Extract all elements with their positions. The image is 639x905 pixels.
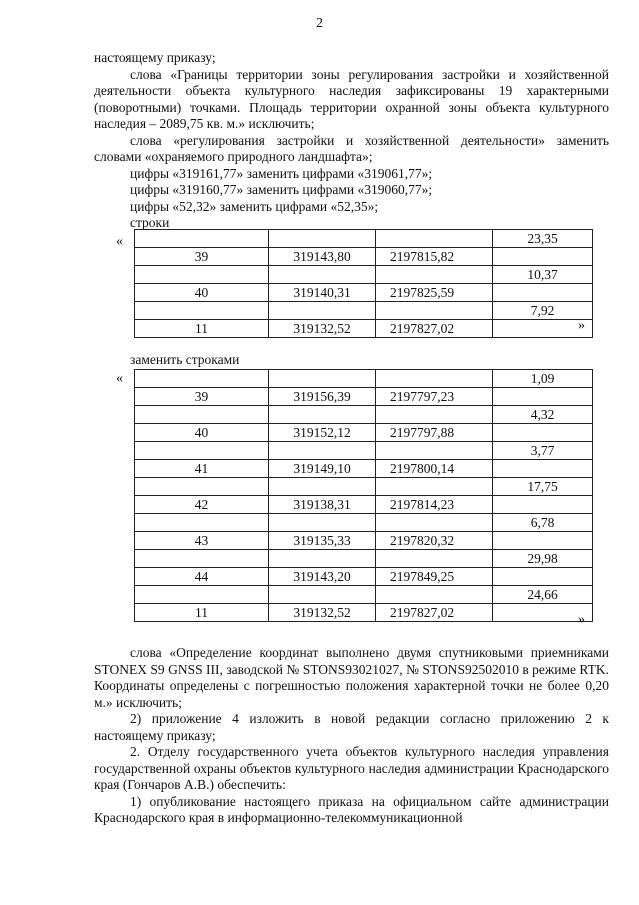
x-coordinate-cell [269,514,376,532]
point-cell: 11 [135,320,269,338]
y-coordinate-cell [376,514,493,532]
x-coordinate-cell: 319143,20 [269,568,376,586]
point-cell [135,230,269,248]
y-coordinate-cell: 2197849,25 [376,568,493,586]
y-coordinate-cell: 2197820,32 [376,532,493,550]
table-row [135,550,593,568]
y-coordinate-cell [376,302,493,320]
x-coordinate-cell: 319149,10 [269,460,376,478]
x-coordinate-cell [269,370,376,388]
paragraph-digits-3: цифры «52,32» заменить цифрами «52,35»; [130,198,379,214]
x-coordinate-cell: 319135,33 [269,532,376,550]
open-quote: « [116,234,123,249]
y-coordinate-cell: 2197797,23 [376,388,493,406]
y-coordinate-cell: 2197814,23 [376,496,493,514]
point-cell [135,586,269,604]
distance-cell: 3,77 [493,442,593,460]
paragraph-digits-1: цифры «319161,77» заменить цифрами «319061,77»; [130,165,433,181]
paragraph-words-replace: слова «регулирования застройки и хозяйственной деятельности» заменить словами «охраняемого природного ландшафта»; [94,132,609,164]
y-coordinate-cell [376,230,493,248]
table-row [135,460,593,478]
coordinates-table-new [134,369,593,622]
x-coordinate-cell [269,478,376,496]
y-coordinate-cell [376,550,493,568]
intro-block [94,50,609,232]
x-coordinate-cell: 319156,39 [269,388,376,406]
distance-cell [493,496,593,514]
x-coordinate-cell: 319132,52 [269,320,376,338]
point-cell: 39 [135,248,269,266]
x-coordinate-cell: 319140,31 [269,284,376,302]
table-row [135,604,593,622]
x-coordinate-cell [269,406,376,424]
distance-cell: 7,92 [493,302,593,320]
paragraph-rows-label: строки [130,215,170,230]
y-coordinate-cell [376,442,493,460]
point-cell: 11 [135,604,269,622]
paragraph-appendix: 2) приложение 4 изложить в новой редакции согласно приложению 2 к настоящему приказу; [94,711,609,743]
paragraph-digits-2: цифры «319160,77» заменить цифрами «319060,77»; [130,182,433,197]
distance-cell: 24,66 [493,586,593,604]
table-row [135,586,593,604]
point-cell: 43 [135,532,269,550]
distance-cell: 1,09 [493,370,593,388]
x-coordinate-cell [269,442,376,460]
y-coordinate-cell [376,406,493,424]
point-cell [135,550,269,568]
y-coordinate-cell: 2197797,88 [376,424,493,442]
table-row [135,302,593,320]
point-cell [135,514,269,532]
distance-cell: 29,98 [493,550,593,568]
distance-cell: 23,35 [493,230,593,248]
table-row [135,370,593,388]
paragraph-borders: слова «Границы территории зоны регулирования застройки и хозяйственной деятельности объекта культурного наследия зафиксированы 19 характерными (поворотными) точками. Площадь территории охранной зоны объекта культурного наследия – 2089,75 кв. м.» исключить; [94,66,609,131]
distance-cell [493,568,593,586]
y-coordinate-cell: 2197800,14 [376,460,493,478]
x-coordinate-cell: 319152,12 [269,424,376,442]
table-row [135,514,593,532]
x-coordinate-cell [269,230,376,248]
table-row [135,248,593,266]
x-coordinate-cell: 319132,52 [269,604,376,622]
point-cell: 44 [135,568,269,586]
y-coordinate-cell: 2197825,59 [376,284,493,302]
distance-cell [493,388,593,406]
close-quote: » [578,318,585,333]
close-quote: » [578,612,585,627]
table-row [135,496,593,514]
point-cell [135,442,269,460]
paragraph-stonex: слова «Определение координат выполнено двумя спутниковыми приемниками STONEX S9 GNSS III, заводской № STONS93021027, № STONS92502010 в режиме RTK. Координаты определены с погрешностью положения характерной точки не более 0,20 м.» исключить; [94,645,609,710]
table-row [135,406,593,424]
table-row [135,388,593,406]
y-coordinate-cell [376,586,493,604]
distance-cell: 17,75 [493,478,593,496]
coordinates-table-old [134,229,593,338]
paragraph-department: 2. Отделу государственного учета объектов культурного наследия управления государственной охраны объектов культурного наследия администрации Краснодарского края (Гончаров А.В.) обеспечить: [94,744,609,792]
table-row [135,424,593,442]
table-row [135,266,593,284]
x-coordinate-cell [269,586,376,604]
paragraph-publication: 1) опубликование настоящего приказа на официальном сайте администрации Краснодарского края в информационно-телекоммуникационной [94,793,609,825]
table-row [135,284,593,302]
distance-cell [493,532,593,550]
replace-label: заменить строками [130,352,240,367]
x-coordinate-cell [269,302,376,320]
y-coordinate-cell: 2197827,02 [376,320,493,338]
y-coordinate-cell [376,370,493,388]
point-cell: 39 [135,388,269,406]
point-cell: 42 [135,496,269,514]
y-coordinate-cell [376,266,493,284]
y-coordinate-cell [376,478,493,496]
point-cell [135,370,269,388]
table-row [135,230,593,248]
point-cell: 40 [135,424,269,442]
point-cell [135,406,269,424]
x-coordinate-cell: 319143,80 [269,248,376,266]
y-coordinate-cell: 2197815,82 [376,248,493,266]
table-row [135,320,593,338]
x-coordinate-cell: 319138,31 [269,496,376,514]
open-quote: « [116,371,123,386]
distance-cell: 6,78 [493,514,593,532]
point-cell [135,478,269,496]
distance-cell [493,460,593,478]
point-cell [135,302,269,320]
distance-cell [493,284,593,302]
point-cell: 41 [135,460,269,478]
point-cell [135,266,269,284]
distance-cell: 10,37 [493,266,593,284]
distance-cell [493,424,593,442]
outro-block [94,645,609,827]
table-row [135,568,593,586]
table-row [135,478,593,496]
intro-line: настоящему приказу; [94,50,216,65]
x-coordinate-cell [269,266,376,284]
page-number: 2 [316,16,323,31]
y-coordinate-cell: 2197827,02 [376,604,493,622]
table-row [135,442,593,460]
distance-cell [493,248,593,266]
x-coordinate-cell [269,550,376,568]
point-cell: 40 [135,284,269,302]
distance-cell: 4,32 [493,406,593,424]
table-row [135,532,593,550]
